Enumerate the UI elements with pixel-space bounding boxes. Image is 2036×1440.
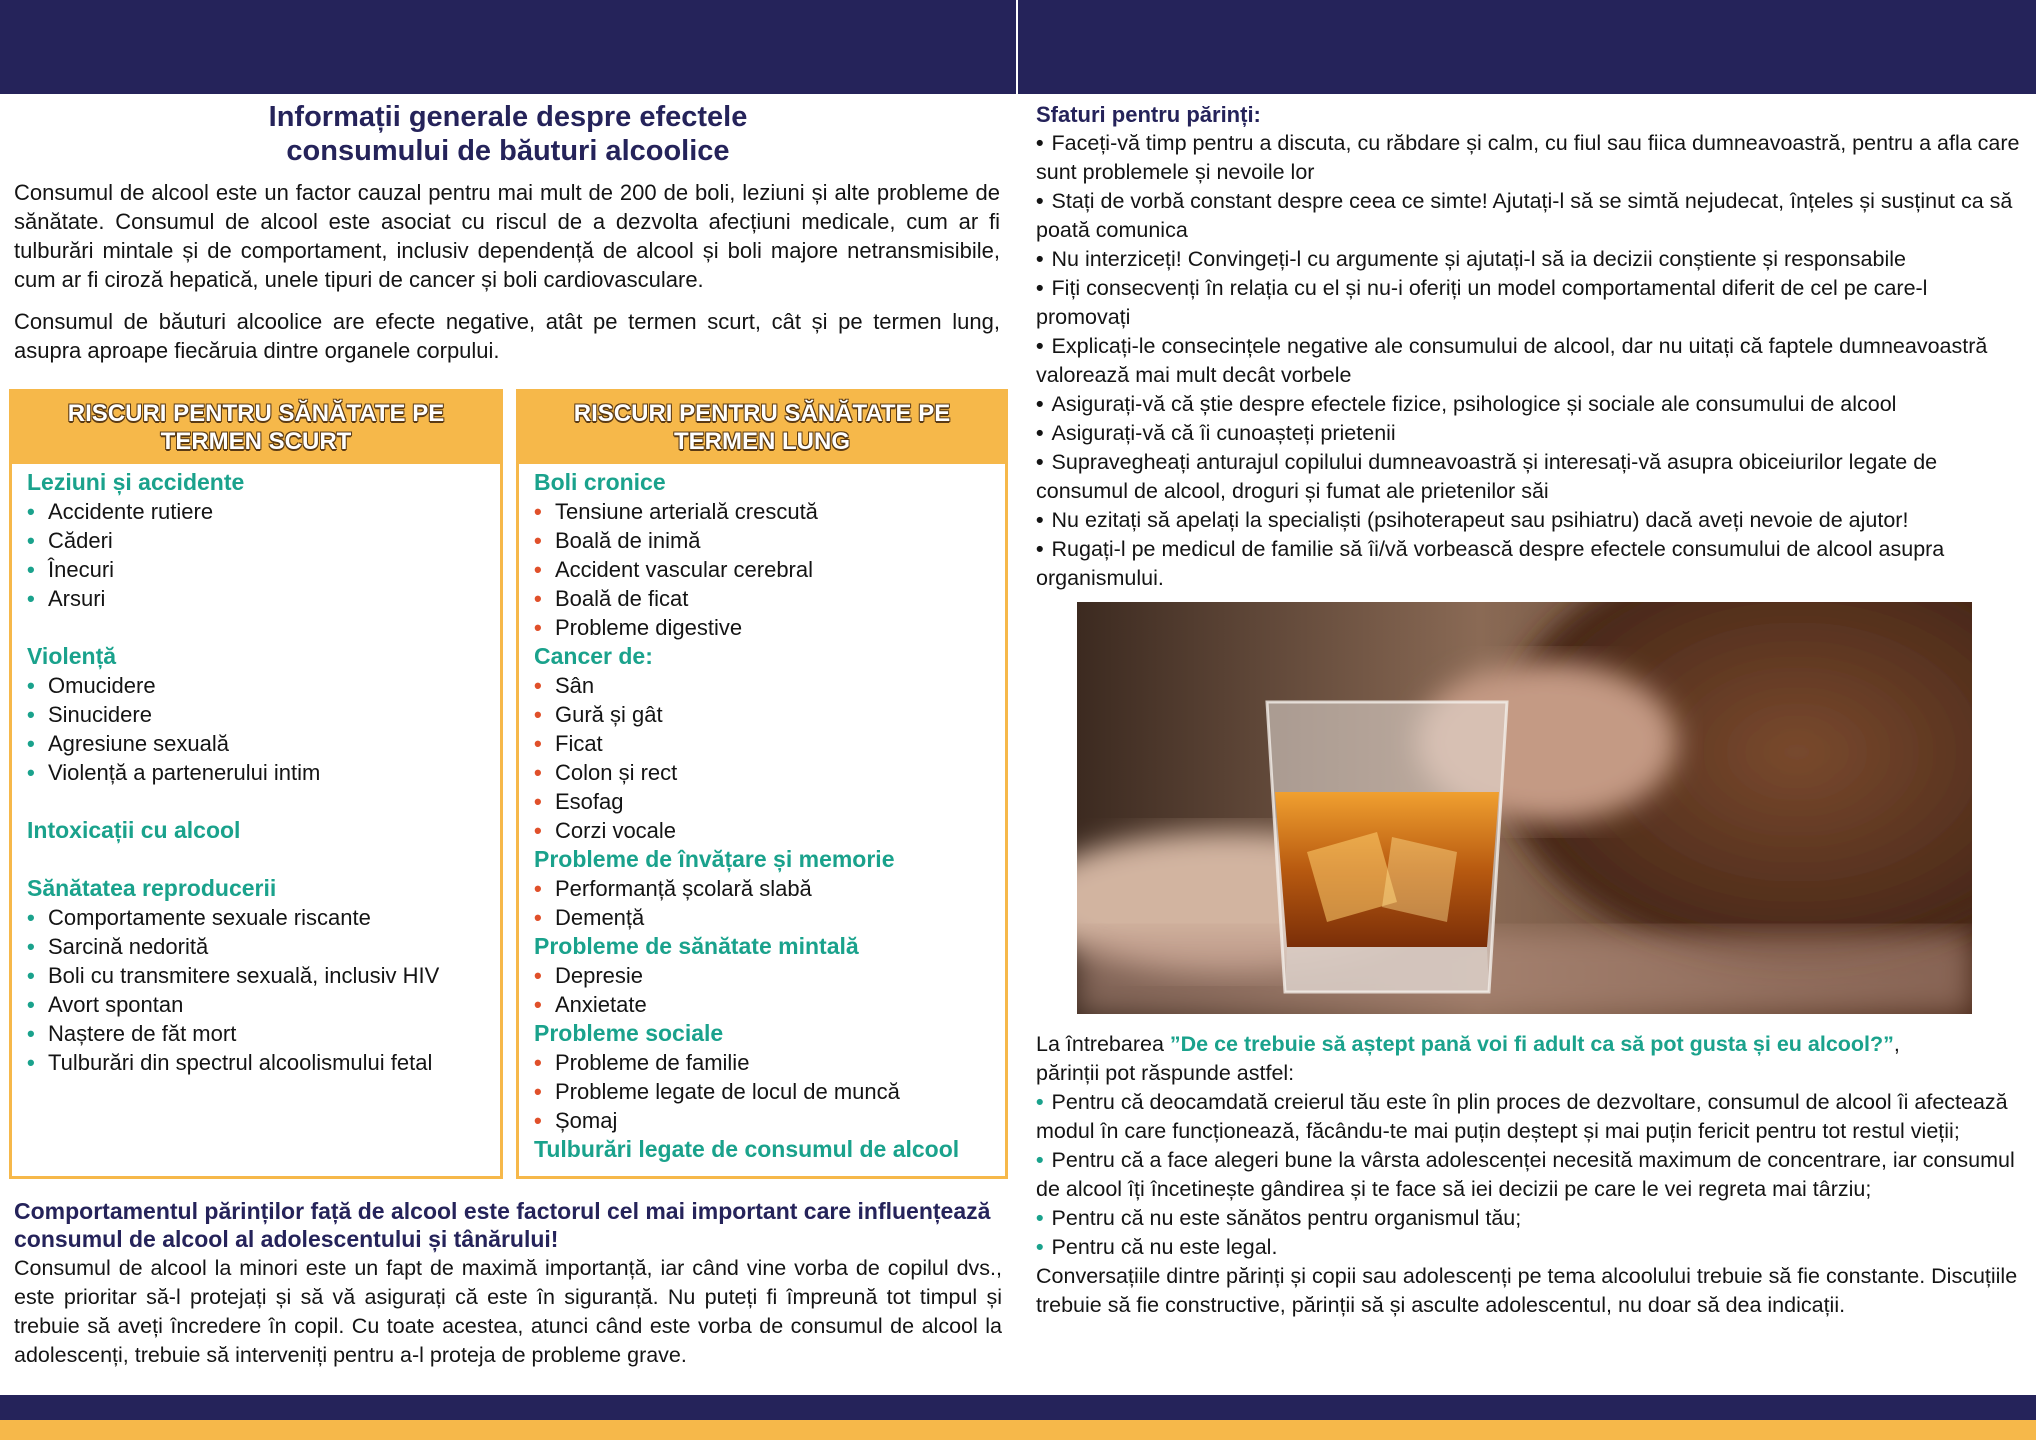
list-item: • Boli cu transmitere sexuală, inclusiv HIV [27,963,440,988]
parents-behavior-heading: Comportamentul părinților față de alcool este factorul cel mai important care influențează consumul de alcool al adolescentului și tânărului! [14,1198,991,1252]
tip-item: • Nu ezitați să apelați la specialiști (psihoterapeut sau psihiatru) dacă aveți nevoie de ajutor! [1036,508,1909,532]
bottom-band [0,1395,2036,1420]
list-item: • Comportamente sexuale riscante [27,905,371,930]
intro [14,178,1000,378]
short-term-heading [12,392,500,464]
list-item: • Omucidere [27,673,156,698]
tip-item: • Fiți consecvenți în relația cu el și nu-i oferiți un model comportamental diferit de cel pe care-l promovați [1036,276,1928,329]
list-item: • Căderi [27,528,113,553]
list-item: • Probleme legate de locul de muncă [534,1079,900,1104]
page-title-line1: Informații generale despre efectele [268,101,748,133]
whiskey-glass-photo [1077,602,1972,1014]
list-item: • Probleme de familie [534,1050,750,1075]
section-title: Boli cronice [534,469,666,495]
list-item: • Accident vascular cerebral [534,557,814,582]
tip-item: • Supravegheați anturajul copilului dumneavoastră și interesați-vă asupra obiceiurilor legate de consumul de alcool, droguri și fumat ale prietenilor săi [1036,450,1938,503]
section-title: Probleme de învățare și memorie [534,846,895,872]
list-item: • Boală de inimă [534,528,701,553]
list-item: • Esofag [534,789,624,814]
list-item: • Ficat [534,731,603,756]
list-item: • Violență a partenerului intim [27,760,321,785]
list-item: • Gură și gât [534,702,663,727]
section-title: Probleme de sănătate mintală [534,933,859,959]
tip-item: • Stați de vorbă constant despre ceea ce simte! Ajutați-l să se simtă nejudecat, înțeles și susținut ca să poată comunica [1036,189,2013,242]
tips-heading: Sfaturi pentru părinți: [1036,102,1261,127]
list-item: • Tulburări din spectrul alcoolismului fetal [27,1050,433,1075]
photo-illustration [1077,602,1972,1014]
top-band [0,0,2036,94]
parents-answer-section [1036,1030,2022,1320]
long-term-heading-line2: TERMEN LUNG [674,428,850,455]
page-divider [1016,0,1018,94]
parents-behavior [14,1197,1002,1370]
answer-item: • Pentru că deocamdată creierul tău este în plin proces de dezvoltare, consumul de alcool îi afectează modul în care funcționează, făcându-te mai puțin deștept și mai puțin fericit pentru tot restul vieții; [1036,1090,2008,1143]
short-term-heading-line1: RISCURI PENTRU SĂNĂTATE PE [67,400,445,427]
question-quote: ”De ce trebuie să aștept pană voi fi adult ca să pot gusta și eu alcool?” [1169,1032,1894,1056]
intro-paragraph-2: Consumul de băuturi alcoolice are efecte negative, atât pe termen scurt, cât și pe termen lung, asupra aproape fiecăruia dintre organele corpului. [14,309,1000,363]
list-item: • Agresiune sexuală [27,731,230,756]
page-title-line2: consumului de băuturi alcoolice [286,135,730,167]
list-item: • Sân [534,673,595,698]
answer-item: • Pentru că nu este sănătos pentru organismul tău; [1036,1206,1522,1230]
tip-item: • Explicați-le consecințele negative ale consumului de alcool, dar nu uitați că faptele dumneavoastră valorează mai mult decât vorbele [1036,334,1988,387]
answer-item: • Pentru că a face alegeri bune la vârsta adolescenței necesită maximum de concentrare, iar consumul de alcool îți încetinește gândirea și te face să iei decizii pe care le vei regreta mai târziu; [1036,1148,2015,1201]
long-term-heading [519,392,1005,464]
tip-item: • Rugați-l pe medicul de familie să îi/vă vorbească despre efectele consumului de alcool asupra organismului. [1036,537,1945,590]
long-term-heading-line1: RISCURI PENTRU SĂNĂTATE PE [573,400,951,427]
section-title: Leziuni și accidente [27,469,245,495]
tip-item: • Asigurați-vă că știe despre efectele fizice, psihologice și sociale ale consumului de alcool [1036,392,1897,416]
tips-section [1036,100,2022,593]
tip-item: • Nu interziceți! Convingeți-l cu argumente și ajutați-l să ia decizii conștiente și responsabile [1036,247,1906,271]
question-line: La întrebarea ”De ce trebuie să aștept pană voi fi adult ca să pot gusta și eu alcool?”, [1036,1032,1900,1056]
page-title [0,100,1016,168]
list-item: • Probleme digestive [534,615,743,640]
list-item: • Arsuri [27,586,106,611]
list-item: • Naștere de făt mort [27,1021,237,1046]
short-term-heading-line2: TERMEN SCURT [160,428,352,455]
tip-item: • Asigurați-vă că îi cunoașteți prietenii [1036,421,1396,445]
list-item: • Colon și rect [534,760,678,785]
list-item: • Corzi vocale [534,818,677,843]
list-item: • Performanță școlară slabă [534,876,812,901]
list-item: • Sinucidere [27,702,152,727]
list-item: • Boală de ficat [534,586,689,611]
section-title: Cancer de: [534,643,653,669]
list-item: • Demență [534,905,645,930]
bottom-yellow-band [0,1420,2036,1440]
section-title: Violență [27,643,117,669]
answer-item: • Pentru că nu este legal. [1036,1235,1278,1259]
question-lead: părinții pot răspunde astfel: [1036,1061,1295,1085]
list-item: • Accidente rutiere [27,499,214,524]
closing-text: Conversațiile dintre părinți și copii sau adolescenți pe tema alcoolului trebuie să fie constante. Discuțiile trebuie să fie constructive, părinții să și asculte adolescentul, nu doar să dea indicații. [1036,1264,2018,1317]
short-term-risks-box [9,389,503,1179]
section-title: Tulburări legate de consumul de alcool [534,1136,960,1162]
list-item: • Anxietate [534,992,647,1017]
tip-item: • Faceți-vă timp pentru a discuta, cu răbdare și calm, cu fiul sau fiica dumneavoastră, pentru a afla care sunt problemele și nevoile lor [1036,131,2020,184]
list-item: • Depresie [534,963,644,988]
section-title: Intoxicații cu alcool [27,817,241,843]
list-item: • Șomaj [534,1108,618,1133]
list-item: • Tensiune arterială crescută [534,499,818,524]
list-item: • Înecuri [27,557,115,582]
list-item: • Sarcină nedorită [27,934,209,959]
section-title: Probleme sociale [534,1020,724,1046]
list-item: • Avort spontan [27,992,184,1017]
long-term-list [519,464,1005,1164]
long-term-risks-box [516,389,1008,1179]
short-term-list [12,464,500,1077]
section-title: Sănătatea reproducerii [27,875,277,901]
parents-behavior-text: Consumul de alcool la minori este un fapt de maximă importanță, iar când vine vorba de copilul dvs., este prioritar să-l protejați și să vă asigurați că este în siguranță. Nu puteți fi împreună tot timpul și trebuie să aveți încredere în copil. Cu toate acestea, atunci când este vorba de consumul de alcool la adolescenți, trebuie să interveniți pentru a-l proteja de probleme grave. [14,1256,1002,1367]
intro-paragraph-1: Consumul de alcool este un factor cauzal pentru mai mult de 200 de boli, leziuni și alte probleme de sănătate. Consumul de alcool este asociat cu riscul de a dezvolta afecțiuni medicale, cum ar fi tulburări mintale și de comportament, inclusiv dependență de alcool și boli majore netransmisibile, cum ar fi ciroză hepatică, unele tipuri de cancer și boli cardiovasculare. [14,180,1000,292]
